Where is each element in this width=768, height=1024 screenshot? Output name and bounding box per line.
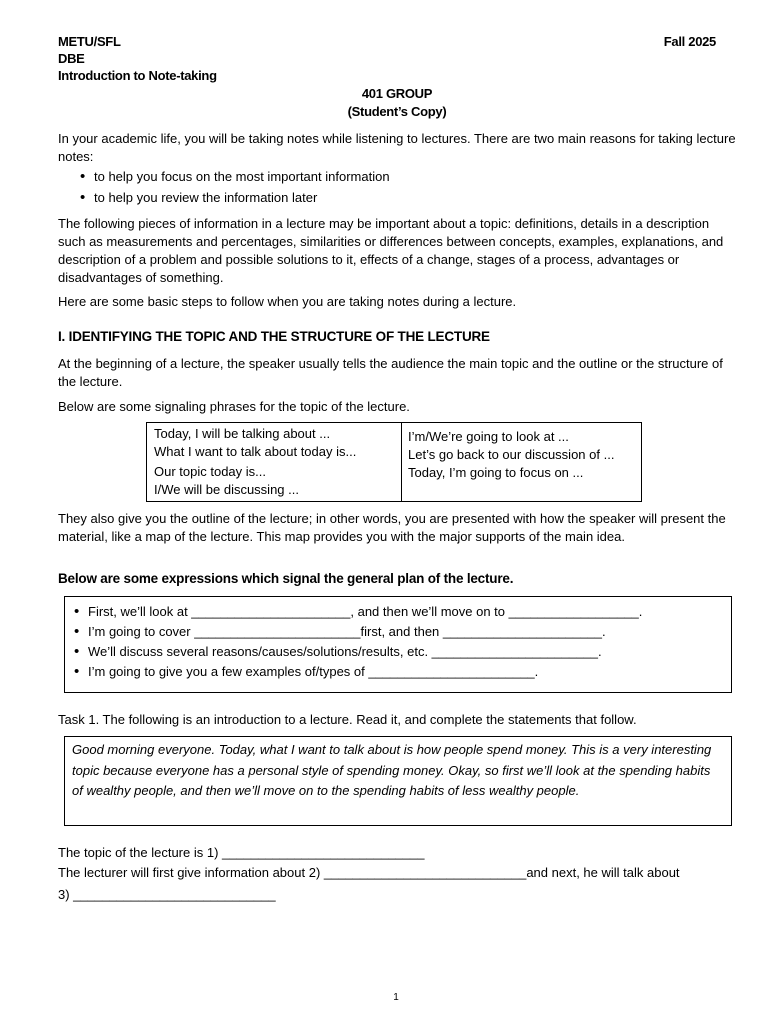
plan-heading: Below are some expressions which signal the general plan of the lecture.	[58, 571, 514, 586]
org-label: METU/SFL	[58, 34, 121, 49]
plan-list	[72, 602, 722, 682]
info-paragraph: The following pieces of information in a lecture may be important about a topic: definitions, details in a description such as measurements and percentages, similarities or differences between concepts, examples, explanations, and description of a problem and possible solutions to it, effects of a change, stages of a process, advantages or disadvantages of something.	[58, 216, 724, 285]
doc-title: Introduction to Note-taking	[58, 68, 217, 83]
term-label: Fall 2025	[663, 34, 716, 49]
intro-paragraph: In your academic life, you will be taking notes while listening to lectures. There are two main reasons for taking lecture notes:	[58, 131, 736, 164]
question-3: 3) ____________________________	[58, 887, 276, 902]
phrase: Our topic today is...	[154, 464, 266, 479]
phrases-right-column	[402, 423, 641, 501]
reasons-list	[78, 168, 718, 207]
phrase: Today, I will be talking about ...	[154, 426, 331, 441]
question-1: The topic of the lecture is 1) ____________________________	[58, 845, 425, 860]
phrase: I’m/We’re going to look at ...	[408, 429, 569, 444]
dept-label: DBE	[58, 51, 85, 66]
section-paragraph: At the beginning of a lecture, the speaker usually tells the audience the main topic and the outline or the structure of the lecture.	[58, 356, 723, 389]
phrase: What I want to talk about today is...	[154, 444, 357, 459]
steps-paragraph: Here are some basic steps to follow when you are taking notes during a lecture.	[58, 294, 517, 309]
list-item: • I’m going to give you a few examples of/types of _______________________.	[72, 662, 722, 682]
phrase: Let’s go back to our discussion of ...	[408, 447, 615, 462]
task-instruction: Task 1. The following is an introduction to a lecture. Read it, and complete the statements that follow.	[58, 712, 637, 727]
list-item: • I’m going to cover _______________________first, and then ______________________.	[72, 622, 722, 642]
signal-intro: Below are some signaling phrases for the topic of the lecture.	[58, 399, 410, 414]
list-item: • We’ll discuss several reasons/causes/solutions/results, etc. _______________________.	[72, 642, 722, 662]
signal-phrases-table	[146, 422, 642, 502]
outline-paragraph: They also give you the outline of the lecture; in other words, you are presented with how the speaker will present the material, like a map of the lecture. This map provides you with the major supports of the main idea.	[58, 511, 726, 544]
page-number: 1	[393, 992, 399, 1003]
phrase: I/We will be discussing ...	[154, 482, 299, 497]
list-item: • First, we’ll look at ______________________, and then we’ll move on to __________________.	[72, 602, 722, 622]
copy-label: (Student’s Copy)	[347, 104, 447, 119]
lecture-passage: Good morning everyone. Today, what I want to talk about is how people spend money. This is a very interesting topic because everyone has a personal style of spending money. Okay, so first we’ll look at the spending habits of wealthy people, and then we’ll move on to the spending habits of less wealthy people.	[72, 742, 712, 798]
question-2: The lecturer will first give information about 2) ____________________________and next, he will talk about	[58, 865, 680, 880]
phrase: Today, I’m going to focus on ...	[408, 465, 584, 480]
section-heading: I. IDENTIFYING THE TOPIC AND THE STRUCTURE OF THE LECTURE	[58, 329, 490, 344]
list-item: • to help you review the information later	[78, 189, 718, 207]
list-item: • to help you focus on the most important information	[78, 168, 718, 186]
passage-box	[64, 736, 732, 826]
plan-expressions-box	[64, 596, 732, 693]
group-label: 401 GROUP	[361, 86, 433, 101]
phrases-left-column	[147, 423, 402, 501]
